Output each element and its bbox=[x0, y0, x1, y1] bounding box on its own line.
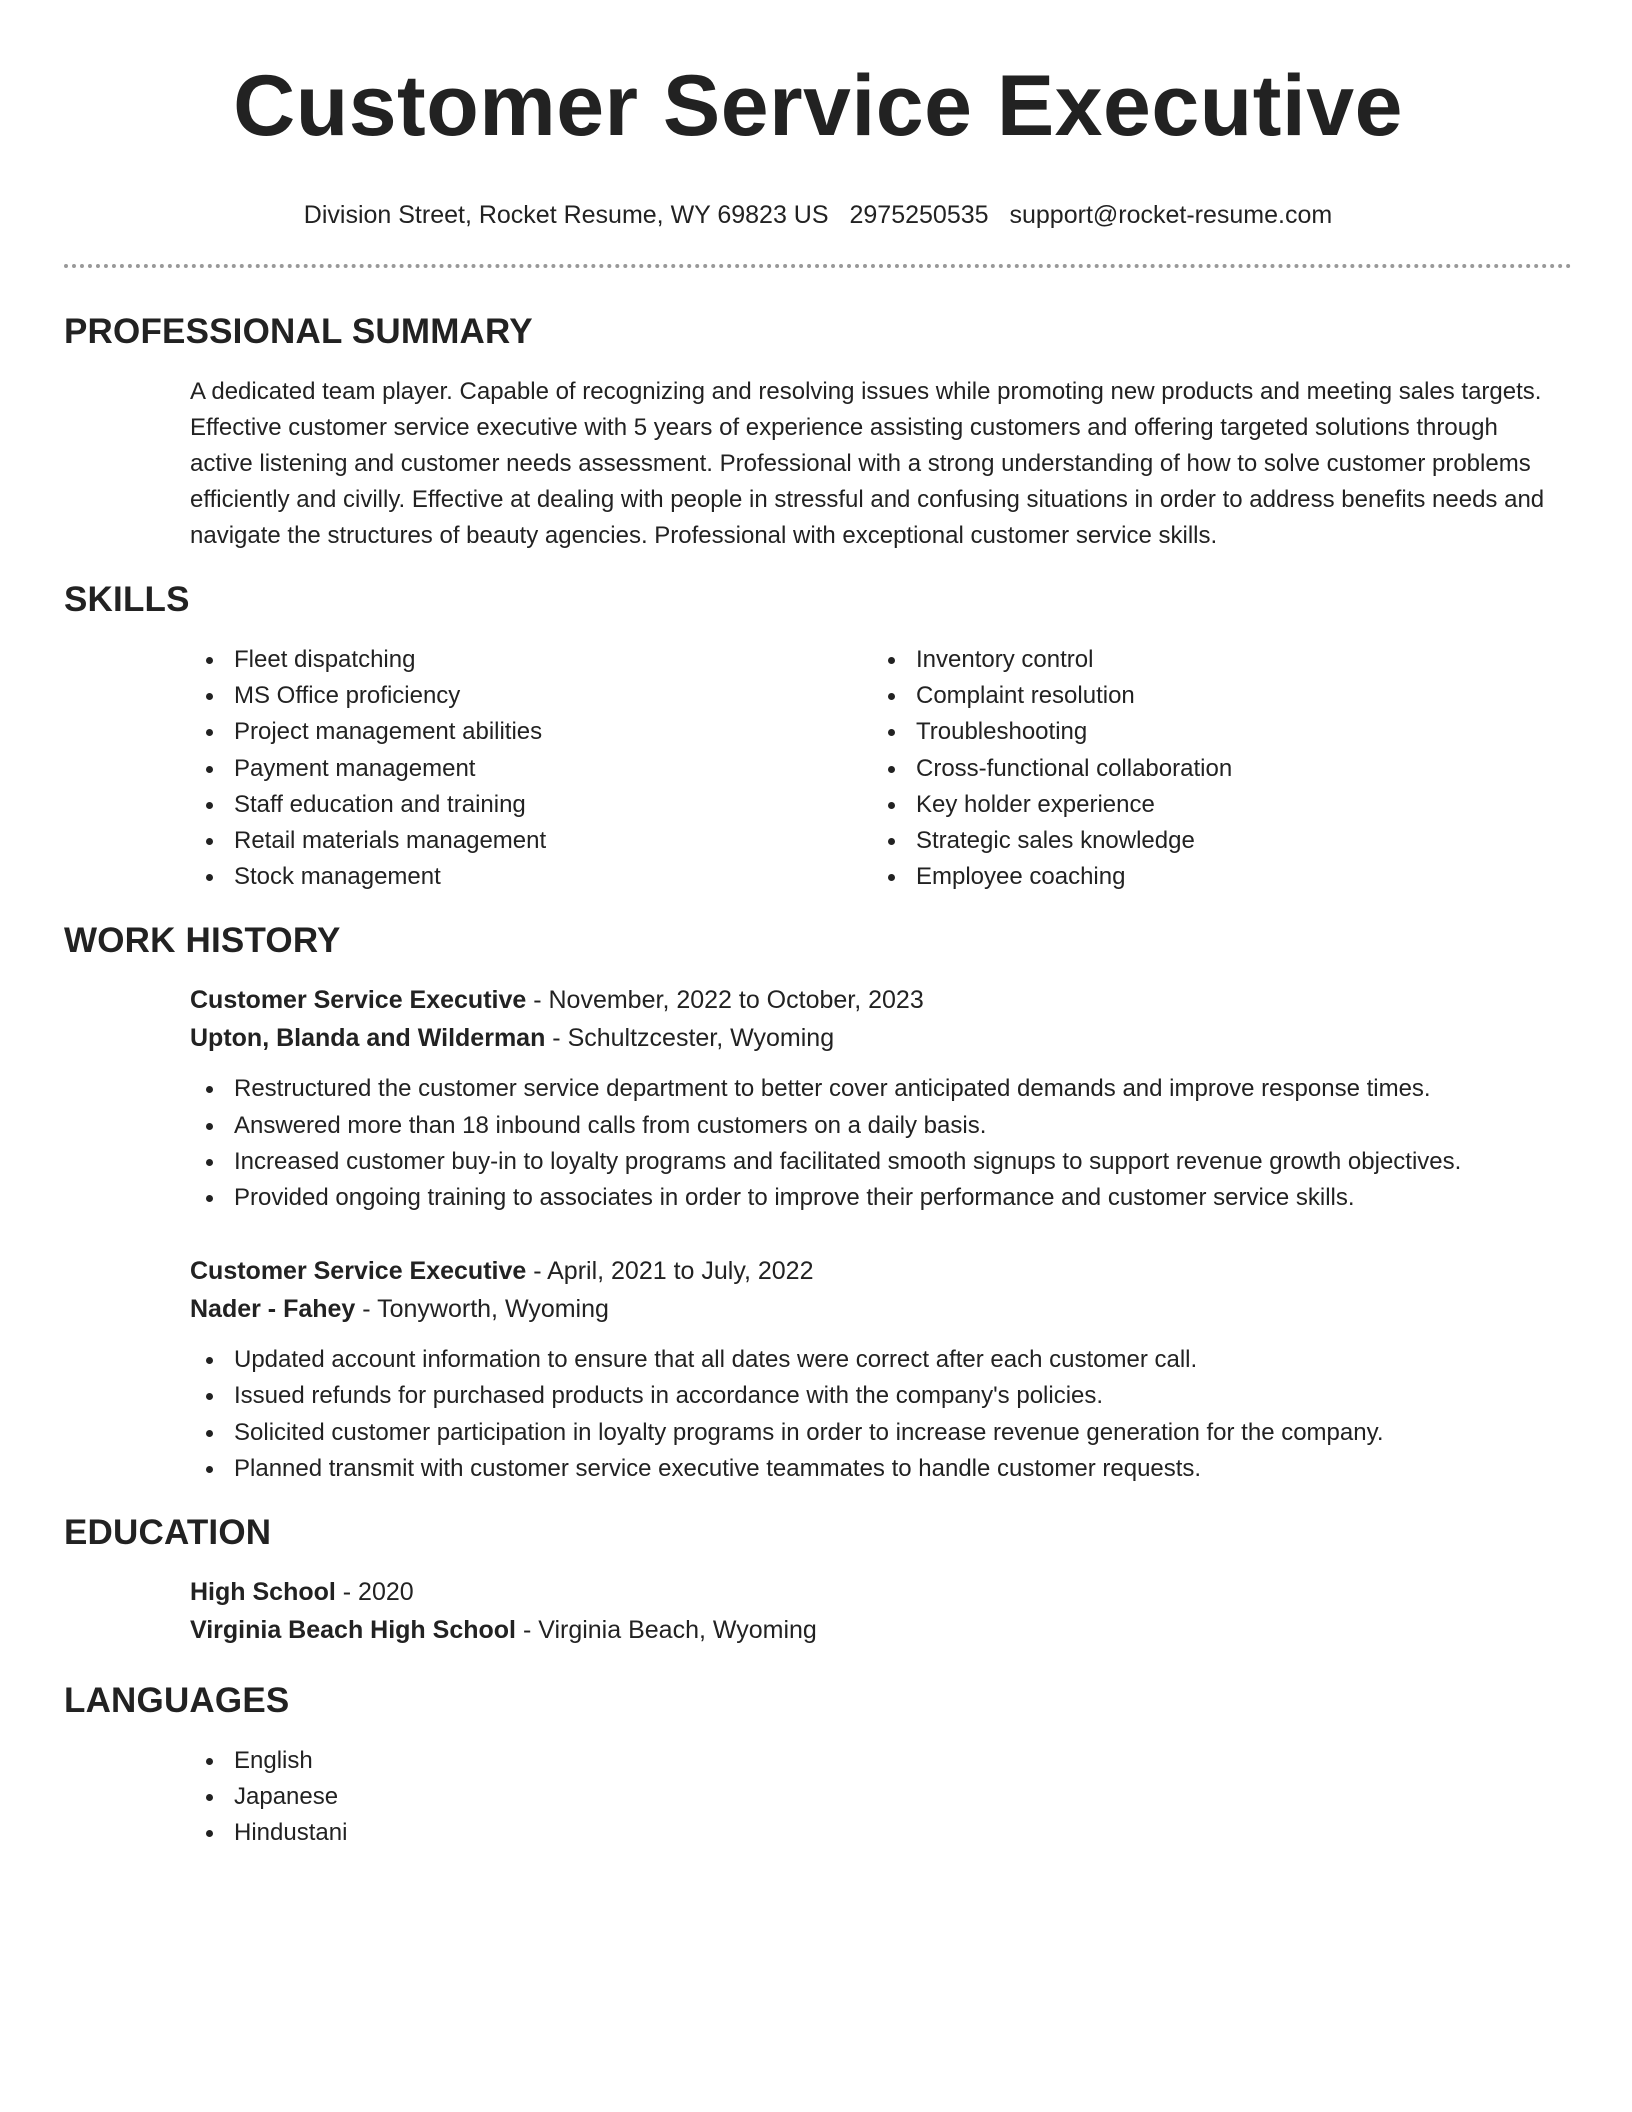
skill-item: Payment management bbox=[190, 751, 872, 787]
skill-item: Staff education and training bbox=[190, 787, 872, 823]
skill-item: Complaint resolution bbox=[872, 678, 1554, 714]
job-title-line bbox=[190, 1252, 1572, 1290]
skill-item: Retail materials management bbox=[190, 823, 872, 859]
job-bullet: Updated account information to ensure that all dates were correct after each customer call. bbox=[190, 1342, 1572, 1378]
languages-heading: LANGUAGES bbox=[64, 1681, 290, 1721]
skill-item: Project management abilities bbox=[190, 714, 872, 750]
job-bullet: Issued refunds for purchased products in accordance with the company's policies. bbox=[190, 1378, 1572, 1414]
job-bullet: Increased customer buy-in to loyalty programs and facilitated smooth signups to support revenue growth objectives. bbox=[190, 1144, 1572, 1180]
job-role: Customer Service Executive bbox=[190, 986, 527, 1015]
job-company-line bbox=[190, 1019, 1572, 1057]
job-title-line bbox=[190, 981, 1572, 1019]
skill-item: Troubleshooting bbox=[872, 714, 1554, 750]
job-location: - Tonyworth, Wyoming bbox=[355, 1295, 609, 1324]
language-item: Hindustani bbox=[190, 1815, 1572, 1851]
skills-column-left bbox=[190, 642, 872, 895]
job-role: Customer Service Executive bbox=[190, 1257, 527, 1286]
job-bullet: Answered more than 18 inbound calls from customers on a daily basis. bbox=[190, 1108, 1572, 1144]
work-history-heading: WORK HISTORY bbox=[64, 921, 341, 961]
education-year: - 2020 bbox=[335, 1578, 414, 1607]
skill-item: Key holder experience bbox=[872, 787, 1554, 823]
education-section bbox=[64, 1511, 1572, 1649]
job-entry bbox=[190, 1252, 1572, 1487]
job-entry bbox=[190, 981, 1572, 1216]
skill-item: Employee coaching bbox=[872, 859, 1554, 895]
skill-item: Cross-functional collaboration bbox=[872, 751, 1554, 787]
resume-page bbox=[64, 0, 1572, 1852]
education-degree: High School bbox=[190, 1578, 336, 1607]
education-entry bbox=[190, 1573, 1572, 1649]
education-school: Virginia Beach High School bbox=[190, 1616, 516, 1645]
languages-section bbox=[64, 1679, 1572, 1852]
contact-email: support@rocket-resume.com bbox=[1009, 201, 1333, 229]
job-bullet: Provided ongoing training to associates in order to improve their performance and customer service skills. bbox=[190, 1180, 1572, 1216]
skill-item: Strategic sales knowledge bbox=[872, 823, 1554, 859]
job-location: - Schultzcester, Wyoming bbox=[545, 1024, 835, 1053]
job-bullet: Solicited customer participation in loyalty programs in order to increase revenue generation for the company. bbox=[190, 1415, 1572, 1451]
contact-line bbox=[64, 198, 1572, 232]
job-company-line bbox=[190, 1290, 1572, 1328]
job-bullet: Planned transmit with customer service executive teammates to handle customer requests. bbox=[190, 1451, 1572, 1487]
job-bullet: Restructured the customer service department to better cover anticipated demands and improve response times. bbox=[190, 1071, 1572, 1107]
summary-section bbox=[64, 310, 1572, 554]
header-divider bbox=[64, 264, 1572, 268]
job-dates: - November, 2022 to October, 2023 bbox=[526, 986, 924, 1015]
skills-heading: SKILLS bbox=[64, 580, 190, 619]
job-company: Upton, Blanda and Wilderman bbox=[190, 1024, 546, 1053]
education-location: - Virginia Beach, Wyoming bbox=[516, 1616, 817, 1645]
skill-item: Stock management bbox=[190, 859, 872, 895]
work-history-section bbox=[64, 919, 1572, 1487]
skill-item: MS Office proficiency bbox=[190, 678, 872, 714]
summary-text: A dedicated team player. Capable of recognizing and resolving issues while promoting new products and meeting sales targets. Effective customer service executive with 5 years of experience assisting customers and offering targeted solutions through active listening and customer needs assessment. Professional with a strong understanding of how to solve customer problems efficiently and civilly. Effective at dealing with people in stressful and confusing situations in order to address benefits needs and navigate the structures of beauty agencies. Professional with exceptional customer service skills. bbox=[190, 378, 1545, 549]
job-dates: - April, 2021 to July, 2022 bbox=[526, 1257, 814, 1286]
education-school-line bbox=[190, 1611, 1572, 1649]
skills-column-right bbox=[872, 642, 1554, 895]
job-company: Nader - Fahey bbox=[190, 1295, 356, 1324]
skills-grid bbox=[190, 642, 1572, 895]
contact-phone: 2975250535 bbox=[849, 201, 989, 229]
language-item: Japanese bbox=[190, 1779, 1572, 1815]
skills-section bbox=[64, 578, 1572, 895]
skill-item: Fleet dispatching bbox=[190, 642, 872, 678]
language-item: English bbox=[190, 1743, 1572, 1779]
languages-list bbox=[190, 1743, 1572, 1852]
skill-item: Inventory control bbox=[872, 642, 1554, 678]
contact-address: Division Street, Rocket Resume, WY 69823 US bbox=[303, 201, 829, 229]
education-degree-line bbox=[190, 1573, 1572, 1611]
education-heading: EDUCATION bbox=[64, 1513, 272, 1553]
resume-name: Customer Service Executive bbox=[233, 58, 1403, 154]
summary-heading: PROFESSIONAL SUMMARY bbox=[64, 312, 533, 351]
